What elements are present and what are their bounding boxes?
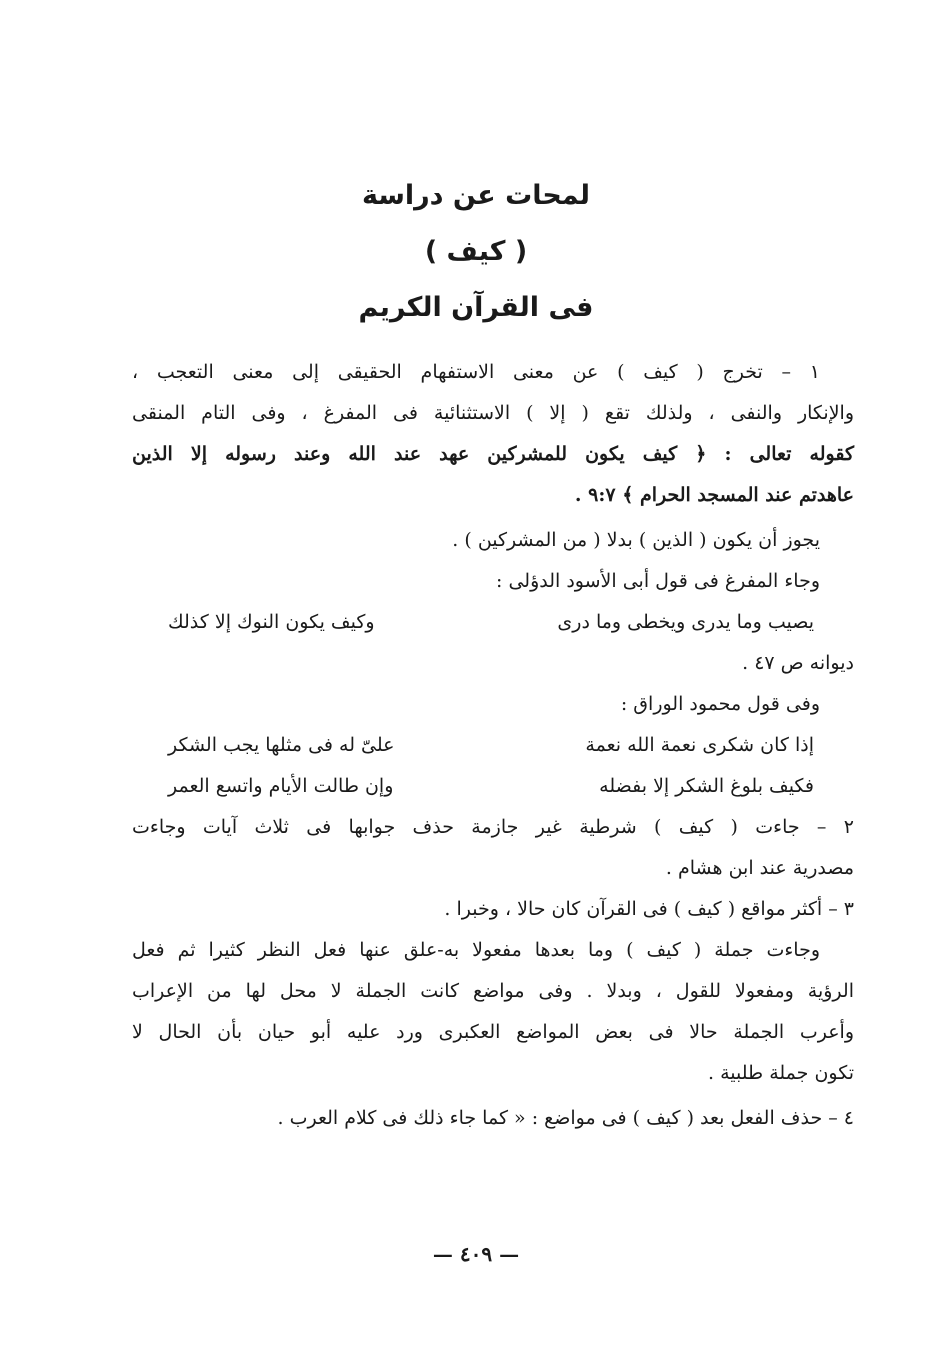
paragraph-1-line-4: عاهدتم عند المسجد الحرام ﴾ ٩:٧ . bbox=[574, 484, 854, 506]
paragraph-8-line-1: وجاءت جملة ( كيف ) وما بعدها مفعولا به-علق عنها فعل النظر كثيرا ثم فعل bbox=[132, 939, 820, 961]
page-number: — ٤٠٩ — bbox=[432, 1242, 520, 1266]
paragraph-8-line-3: وأعرب الجملة حالا فى بعض المواضع العكبرى ورد عليه أبو حيان بأن الحال لا bbox=[132, 1021, 854, 1043]
title-line-1: لمحات عن دراسة bbox=[361, 180, 591, 211]
paragraph-5: وفى قول محمود الوراق : bbox=[620, 693, 820, 715]
verse-2-second-hemistich: علىّ له فى مثلها يجب الشكر bbox=[168, 734, 395, 756]
verse-1 bbox=[132, 602, 854, 643]
paragraph-4: ديوانه ص ٤٧ . bbox=[742, 652, 854, 674]
verse-2 bbox=[132, 725, 854, 766]
title-block bbox=[0, 168, 952, 336]
paragraph-1-line-3: كقوله تعالى : ﴿ كيف يكون للمشركين عهد عند الله وعند رسوله إلا الذين bbox=[132, 443, 854, 465]
paragraph-8-line-4: تكون جملة طلبية . bbox=[708, 1062, 854, 1084]
paragraph-9: ٤ – حذف الفعل بعد ( كيف ) فى مواضع : « كما جاء ذلك فى كلام العرب . bbox=[277, 1107, 854, 1129]
verse-3-first-hemistich: فكيف بلوغ الشكر إلا بفضله bbox=[599, 775, 814, 797]
verse-1-first-hemistich: يصيب وما يدرى ويخطى وما درى bbox=[557, 611, 814, 633]
verse-3-second-hemistich: وإن طالت الأيام واتسع العمر bbox=[168, 775, 394, 797]
body-text bbox=[132, 352, 854, 1139]
verse-3 bbox=[132, 766, 854, 807]
verse-1-second-hemistich: وكيف يكون النوك إلا كذلك bbox=[168, 611, 375, 633]
paragraph-1-line-2: والإنكار والنفى ، ولذلك تقع ( إلا ) الاستثنائية فى المفرغ ، وفى التام المنقى bbox=[132, 402, 854, 424]
paragraph-6-line-1: ٢ – جاءت ( كيف ) شرطية غير جازمة حذف جوابها فى ثلاث آيات وجاءت bbox=[132, 816, 854, 838]
title-line-3: فى القرآن الكريم bbox=[358, 292, 594, 323]
paragraph-7: ٣ – أكثر مواقع ( كيف ) فى القرآن كان حالا ، وخبرا . bbox=[444, 898, 854, 920]
paragraph-1-line-1: ١ – تخرج ( كيف ) عن معنى الاستفهام الحقيقى إلى معنى التعجب ، bbox=[132, 361, 820, 383]
paragraph-2: يجوز أن يكون ( الذين ) بدلا ( من المشركين ) . bbox=[452, 529, 820, 551]
paragraph-3: وجاء المفرغ فى قول أبى الأسود الدؤلى : bbox=[496, 570, 820, 592]
paragraph-6-line-2: مصدرية عند ابن هشام . bbox=[665, 857, 854, 879]
verse-2-first-hemistich: إذا كان شكرى نعمة الله نعمة bbox=[585, 734, 814, 756]
paragraph-8-line-2: الرؤية ومفعولا للقول ، وبدلا . وفى مواضع كانت الجملة لا محل لها من الإعراب bbox=[132, 980, 854, 1002]
title-line-2: ( كيف ) bbox=[424, 236, 528, 267]
